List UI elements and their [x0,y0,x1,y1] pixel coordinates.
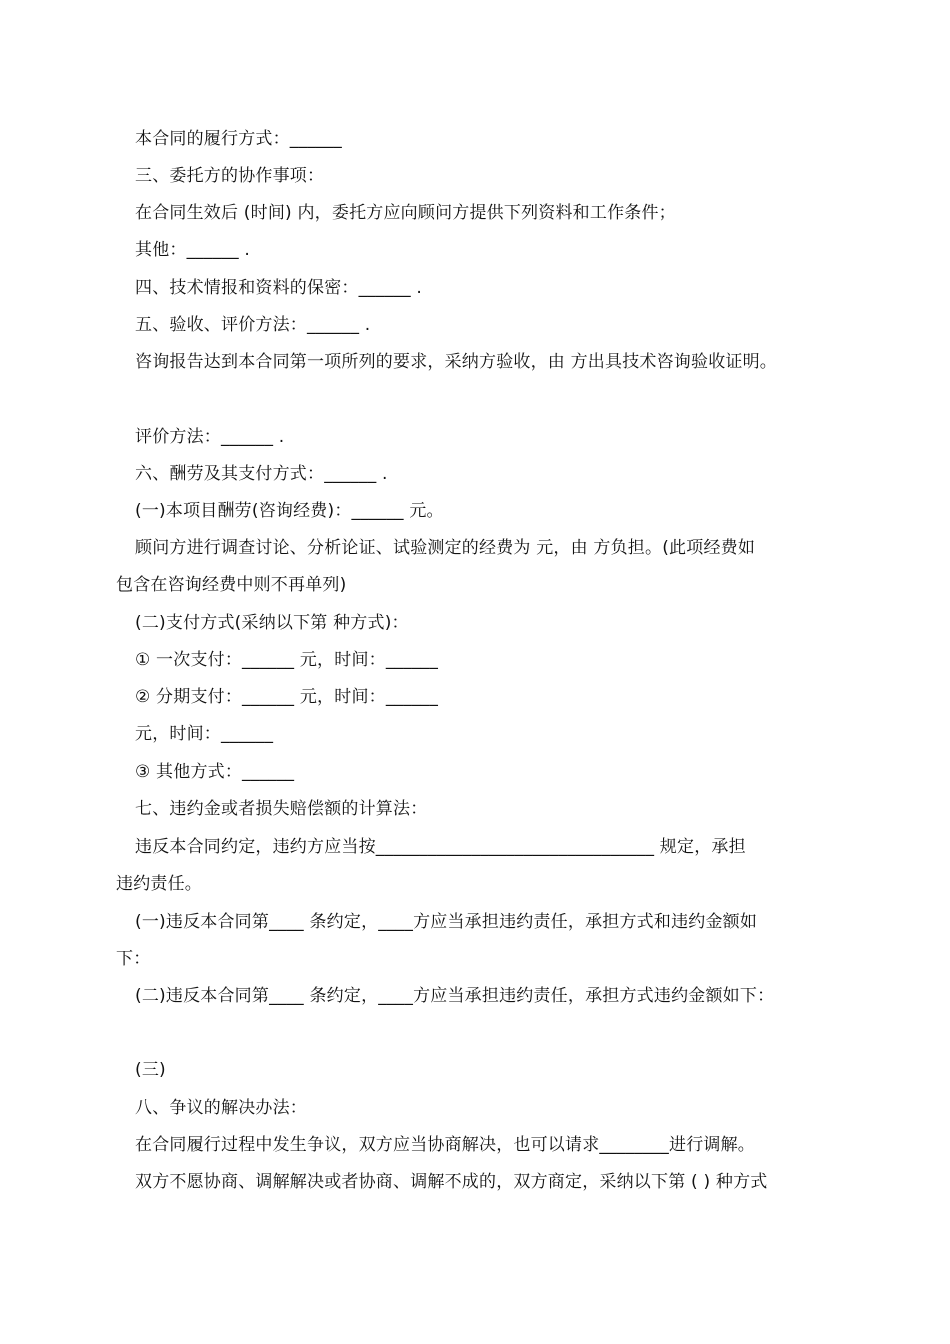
dispute-mediation-line: 在合同履行过程中发生争议，双方应当协商解决，也可以请求________进行调解。 [135,1135,755,1155]
expense-line: 顾问方进行调查讨论、分析论证、试验测定的经费为 元，由 方负担。(此项经费如 [135,538,756,558]
fee-line: (一)本项目酬劳(咨询经费)：______ 元。 [135,501,444,521]
installment-payment-line: ② 分期支付：______ 元，时间：______ [135,687,439,707]
other-payment-line: ③ 其他方式：______ [135,762,295,782]
breach-liability-continued: 违约责任。 [116,874,202,894]
lump-sum-payment-line: ① 一次支付：______ 元，时间：______ [135,650,439,670]
section-6-heading: 六、酬劳及其支付方式：______ . [135,464,388,484]
breach-clause-1-continued: 下： [116,949,151,969]
expense-line-continued: 包含在咨询经费中则不再单列) [116,575,347,595]
dispute-resolution-line: 双方不愿协商、调解解决或者协商、调解不成的，双方商定，采纳以下第 ( ) 种方式 [135,1172,768,1192]
breach-liability-line: 违反本合同约定，违约方应当按________________________________ 规定，承担 [135,837,746,857]
section-8-heading: 八、争议的解决办法： [135,1098,307,1118]
other-line: 其他：______ . [135,240,251,260]
performance-method-line: 本合同的履行方式：______ [135,129,342,149]
breach-clause-1: (一)违反本合同第____ 条约定，____方应当承担违约责任，承担方式和违约金额如 [135,912,758,932]
section-7-heading: 七、违约金或者损失赔偿额的计算法： [135,799,428,819]
acceptance-line: 咨询报告达到本合同第一项所列的要求，采纳方验收，由 方出具技术咨询验收证明。 [135,352,778,372]
section-4-heading: 四、技术情报和资料的保密：______ . [135,278,423,298]
client-materials-line: 在合同生效后 (时间) 内，委托方应向顾问方提供下列资料和工作条件； [135,203,676,223]
breach-clause-3: (三) [135,1060,166,1080]
section-5-heading: 五、验收、评价方法：______ . [135,315,371,335]
breach-clause-2: (二)违反本合同第____ 条约定，____方应当承担违约责任，承担方式违约金额如下： [135,986,775,1006]
section-3-heading: 三、委托方的协作事项： [135,166,325,186]
evaluation-method-line: 评价方法：______ . [135,427,285,447]
installment-continued-line: 元，时间：______ [135,724,274,744]
payment-method-heading: (二)支付方式(采纳以下第 种方式)： [135,613,409,633]
